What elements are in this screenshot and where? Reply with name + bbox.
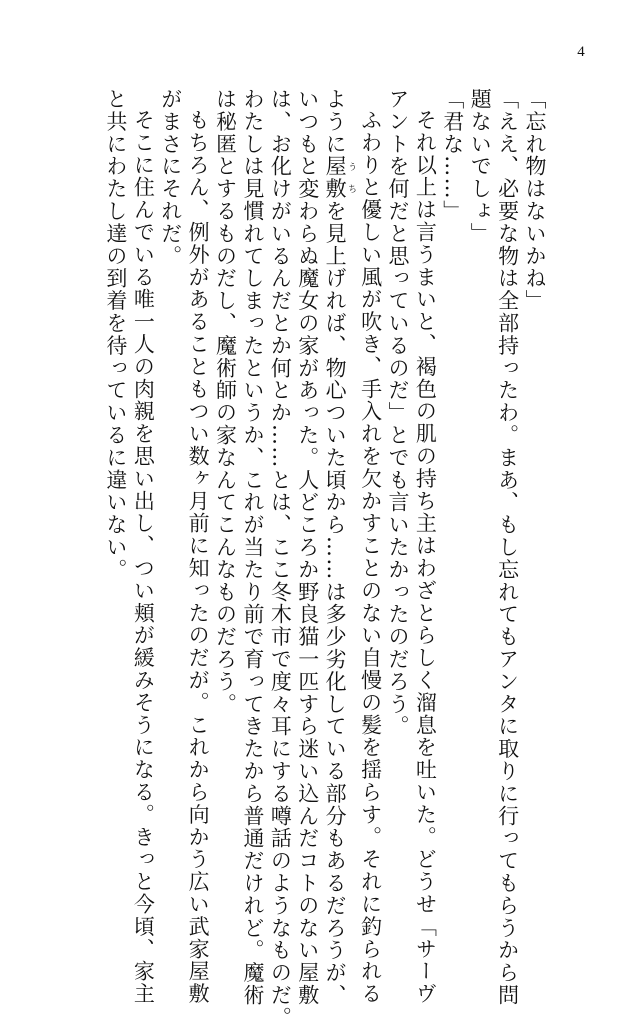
page-number: 4 [577,44,585,60]
text-line: 「君な……」 [440,88,465,223]
text-line: と共にわたし達の到着を待っているに違いない。 [103,88,128,581]
text-line: わたしは見慣れてしまったというか、これが当たり前で育ってきたから普通だけれど。魔術 [240,88,265,1007]
text-line: 「忘れ物はないかね」 [523,88,547,312]
text-line: それ以上は言うまいと、褐色の肌の持ち主はわざとらしく溜息を吐いた。どうせ「サーヴ [413,109,438,1005]
text-line: は、お化けがいるんだとか何とか……とは、ここ冬木市で度々耳にする噂話のようなものだ。 [268,88,293,1029]
text-line: いつもと変わらぬ魔女の家があった。人どころか野良猫一匹すら迷い込んだコトのない屋敷 [295,88,320,1007]
text-line: がまさにそれだ。 [158,88,183,268]
text-line: 「ええ、必要な物は全部持ったわ。まあ、もし忘れてもアンタに取りに行ってもらうから問 [495,88,520,1007]
text-line: は秘匿とするものだし、魔術師の家なんてこんなものだろう。 [213,88,238,716]
text-line: アントを何だと思っているのだ」とでも言いたかったのだろう。 [385,88,410,738]
text-line: 題ないでしょ」 [468,88,493,245]
text-line: ふわりと優しい風が吹き、手入れを欠かすことのない自慢の髪を揺らす。それに釣られる [358,109,383,1005]
text-line: もちろん、例外があることもつい数ヶ月前に知ったのだが。これから向かう広い武家屋敷 [186,109,211,1005]
text-line: ように屋敷 うちを見上げれば、物心ついた頃から……は多少劣化している部分もあるだろうが、 [323,88,357,1007]
vertical-text-body [103,88,548,1029]
text-line: そこに住んでいる唯一人の肉親を思い出し、つい頬が緩みそうになる。きっと今頃、家主 [131,109,156,1005]
ruby-annotation: 屋敷 うち [323,155,357,201]
